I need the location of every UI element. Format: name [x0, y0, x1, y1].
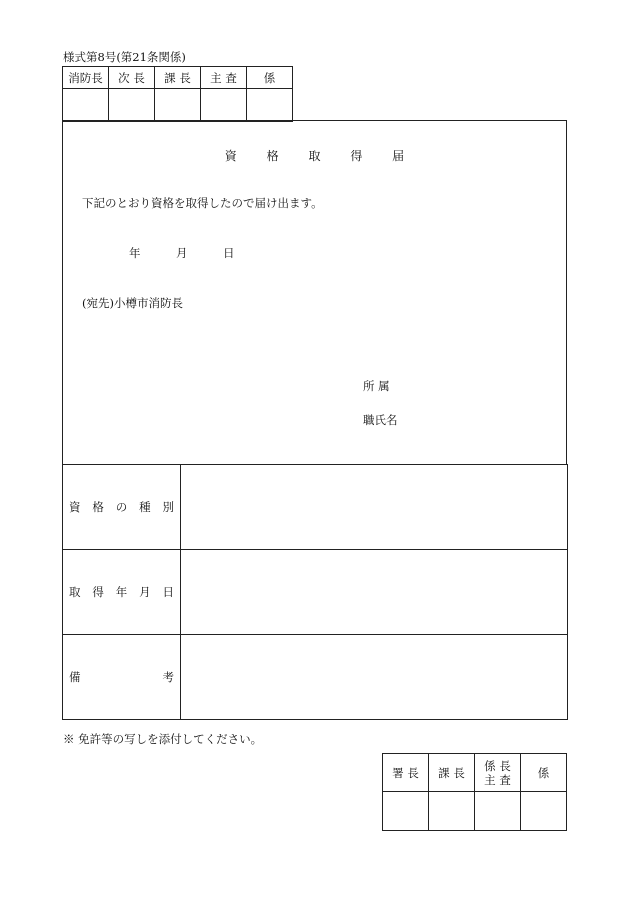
approval-header-chief-inspector: 主 査: [201, 67, 247, 89]
qualification-type-field[interactable]: [181, 465, 568, 550]
approval-header-chief-inspector: 係 長 主 査: [475, 754, 521, 792]
approval-header-deputy-chief: 次 長: [109, 67, 155, 89]
approval-stamp-cell[interactable]: [383, 792, 429, 831]
document-title: [63, 147, 566, 164]
approval-header-fire-chief: 消防長: [63, 67, 109, 89]
title-char: 資: [224, 149, 237, 163]
title-char: 届: [392, 149, 405, 163]
approval-stamp-cell[interactable]: [63, 89, 109, 122]
form-number: 様式第8号(第21条関係): [63, 50, 186, 64]
affiliation-label: 所 属: [363, 379, 390, 393]
date-year-label[interactable]: 年: [129, 246, 141, 260]
approval-stamp-table-top: [62, 66, 293, 122]
approval-stamp-cell[interactable]: [201, 89, 247, 122]
approval-stamp-cell[interactable]: [109, 89, 155, 122]
notification-body-box: [62, 120, 567, 465]
approval-stamp-cell[interactable]: [429, 792, 475, 831]
date-day-label[interactable]: 日: [223, 246, 235, 260]
approval-header-station-chief: 署 長: [383, 754, 429, 792]
approval-stamp-cell[interactable]: [247, 89, 293, 122]
acquisition-date-label: 取 得 年 月 日: [63, 550, 181, 635]
approval-stamp-table-bottom: [382, 753, 567, 831]
approval-header-section-chief: 課 長: [429, 754, 475, 792]
acquisition-date-field[interactable]: [181, 550, 568, 635]
addressee: (宛先)小樽市消防長: [82, 296, 183, 310]
notification-statement: 下記のとおり資格を取得したので届け出ます。: [82, 196, 323, 210]
staff-name-label: 職氏名: [363, 413, 398, 427]
approval-stamp-cell[interactable]: [521, 792, 567, 831]
date-month-label[interactable]: 月: [176, 246, 188, 260]
approval-header-staff: 係: [247, 67, 293, 89]
approval-stamp-cell[interactable]: [155, 89, 201, 122]
qualification-details-table: [62, 464, 568, 720]
approval-header-staff: 係: [521, 754, 567, 792]
attachment-note: ※ 免許等の写しを添付してください。: [63, 732, 263, 746]
title-char: 格: [266, 149, 279, 163]
qualification-type-label: 資 格 の 種 別: [63, 465, 181, 550]
remarks-field[interactable]: [181, 635, 568, 720]
remarks-label: 備 考: [63, 635, 181, 720]
approval-stamp-cell[interactable]: [475, 792, 521, 831]
title-char: 得: [350, 149, 363, 163]
title-char: 取: [308, 149, 321, 163]
approval-header-section-chief: 課 長: [155, 67, 201, 89]
